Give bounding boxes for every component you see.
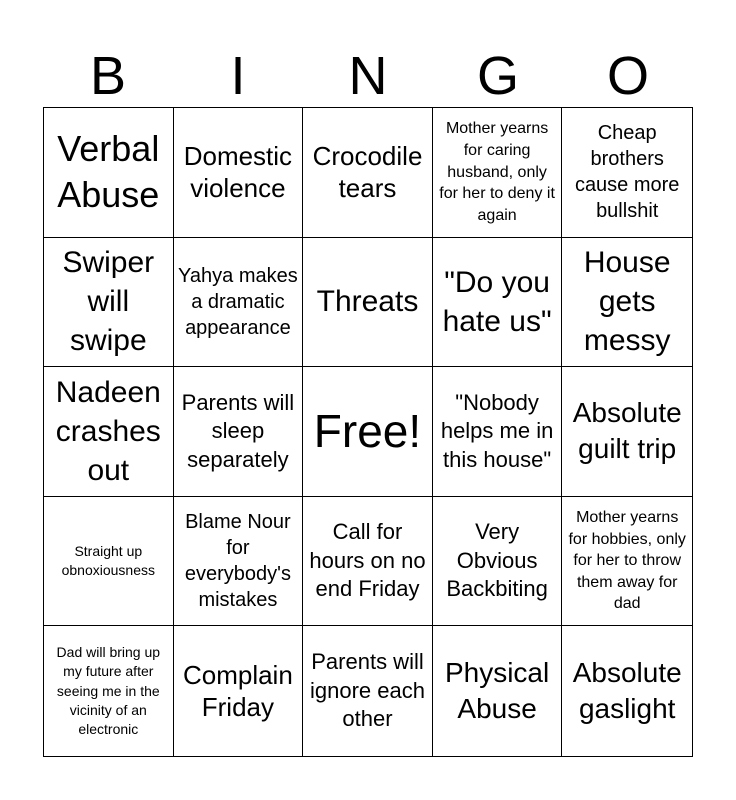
header-letter-g: G xyxy=(476,46,519,106)
bingo-cell[interactable] xyxy=(44,626,174,756)
bingo-cell[interactable] xyxy=(174,108,304,238)
cell-text: Crocodile tears xyxy=(312,140,423,204)
bingo-cell[interactable] xyxy=(44,238,174,368)
bingo-cell[interactable] xyxy=(562,497,692,627)
cell-text: Parents will sleep separately xyxy=(181,389,295,472)
cell-text: Verbal Abuse xyxy=(57,127,160,216)
header-letter-o: O xyxy=(606,46,649,106)
cell-text: Threats xyxy=(316,285,419,319)
cell-text: Mother yearns for hobbies, only for her to throw them away for dad xyxy=(568,509,686,613)
cell-text: Dad will bring up my future after seeing me in the vicinity of an electronic xyxy=(56,643,161,738)
cell-text: Call for hours on no end Friday xyxy=(309,519,426,602)
bingo-board xyxy=(43,107,693,757)
cell-text: Mother yearns for caring husband, only for her to deny it again xyxy=(439,120,555,224)
bingo-cell[interactable] xyxy=(562,367,692,497)
bingo-cell[interactable] xyxy=(44,367,174,497)
cell-text: Yahya makes a dramatic appearance xyxy=(178,264,298,339)
free-space-cell[interactable] xyxy=(303,367,433,497)
header-letter-n: N xyxy=(348,46,388,106)
cell-text: Complain Friday xyxy=(182,659,293,723)
bingo-cell[interactable] xyxy=(562,626,692,756)
bingo-cell[interactable] xyxy=(433,497,563,627)
bingo-header xyxy=(43,44,693,108)
cell-text: Swiper will swipe xyxy=(62,246,155,358)
cell-text: Domestic violence xyxy=(183,140,293,204)
bingo-cell[interactable] xyxy=(303,626,433,756)
bingo-cell[interactable] xyxy=(44,108,174,238)
bingo-cell[interactable] xyxy=(433,626,563,756)
bingo-cell[interactable] xyxy=(562,238,692,368)
cell-text: Absolute guilt trip xyxy=(572,397,682,465)
cell-text: "Do you hate us" xyxy=(442,265,552,338)
cell-text: House gets messy xyxy=(583,246,671,358)
cell-text: Physical Abuse xyxy=(444,656,550,725)
cell-text: Blame Nour for everybody's mistakes xyxy=(184,511,291,612)
cell-text: Straight up obnoxiousness xyxy=(61,542,155,579)
cell-text: Absolute gaslight xyxy=(572,656,682,725)
bingo-cell[interactable] xyxy=(562,108,692,238)
bingo-cell[interactable] xyxy=(174,497,304,627)
bingo-cell[interactable] xyxy=(303,497,433,627)
cell-text: Nadeen crashes out xyxy=(55,375,161,487)
cell-text: Free! xyxy=(313,405,422,458)
bingo-cell[interactable] xyxy=(44,497,174,627)
cell-text: Parents will ignore each other xyxy=(310,649,425,732)
bingo-cell[interactable] xyxy=(303,238,433,368)
bingo-cell[interactable] xyxy=(174,367,304,497)
bingo-cell[interactable] xyxy=(433,108,563,238)
header-letter-i: I xyxy=(230,46,246,106)
cell-text: Cheap brothers cause more bullshit xyxy=(574,122,680,223)
cell-text: Very Obvious Backbiting xyxy=(446,519,548,602)
bingo-cell[interactable] xyxy=(433,238,563,368)
bingo-cell[interactable] xyxy=(174,626,304,756)
bingo-cell[interactable] xyxy=(433,367,563,497)
bingo-cell[interactable] xyxy=(303,108,433,238)
header-letter-b: B xyxy=(89,46,127,106)
bingo-cell[interactable] xyxy=(174,238,304,368)
cell-text: "Nobody helps me in this house" xyxy=(440,389,554,472)
